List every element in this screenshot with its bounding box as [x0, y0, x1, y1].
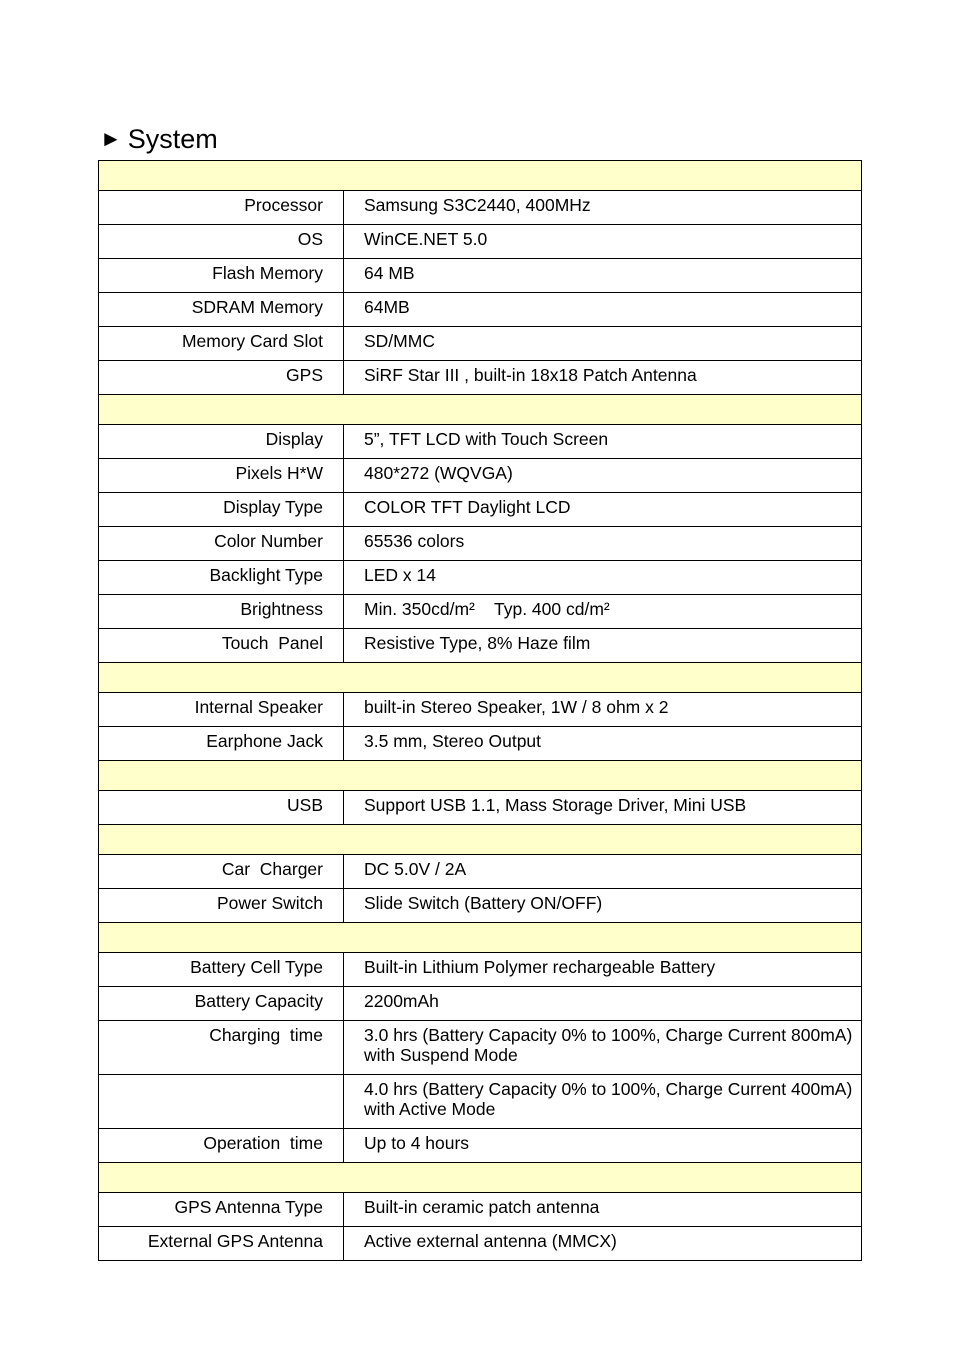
spec-label — [99, 1075, 344, 1129]
table-row — [99, 561, 862, 595]
spec-table — [98, 160, 862, 1261]
spec-value: 64 MB — [344, 259, 862, 293]
spec-label: Color Number — [99, 527, 344, 561]
spec-label: Battery Cell Type — [99, 953, 344, 987]
spec-value: Built-in ceramic patch antenna — [344, 1193, 862, 1227]
spec-label: Car Charger — [99, 855, 344, 889]
spec-label: Internal Speaker — [99, 693, 344, 727]
spec-value: 5”, TFT LCD with Touch Screen — [344, 425, 862, 459]
spec-label: Power Switch — [99, 889, 344, 923]
table-row — [99, 1227, 862, 1261]
spec-label: Pixels H*W — [99, 459, 344, 493]
spec-label: Memory Card Slot — [99, 327, 344, 361]
spec-value: Built-in Lithium Polymer rechargeable Battery — [344, 953, 862, 987]
spec-label: GPS Antenna Type — [99, 1193, 344, 1227]
spec-label: Processor — [99, 191, 344, 225]
table-row — [99, 693, 862, 727]
triangle-right-icon: ► — [100, 126, 122, 151]
table-row — [99, 1021, 862, 1075]
table-row — [99, 425, 862, 459]
spec-value: 4.0 hrs (Battery Capacity 0% to 100%, Charge Current 400mA) with Active Mode — [344, 1075, 862, 1129]
page-title-text: System — [127, 124, 218, 154]
section-header-cell — [99, 761, 862, 791]
table-row — [99, 191, 862, 225]
spec-label: Touch Panel — [99, 629, 344, 663]
table-row — [99, 791, 862, 825]
page-title — [100, 122, 218, 156]
spec-value: Up to 4 hours — [344, 1129, 862, 1163]
section-header-cell — [99, 825, 862, 855]
spec-value: 480*272 (WQVGA) — [344, 459, 862, 493]
section-header-cell — [99, 395, 862, 425]
section-header-cell — [99, 923, 862, 953]
spec-value: SD/MMC — [344, 327, 862, 361]
spec-label: SDRAM Memory — [99, 293, 344, 327]
table-row — [99, 293, 862, 327]
spec-value: 64MB — [344, 293, 862, 327]
table-row — [99, 953, 862, 987]
table-row — [99, 1193, 862, 1227]
spec-label: GPS — [99, 361, 344, 395]
table-row — [99, 225, 862, 259]
spec-value: Resistive Type, 8% Haze film — [344, 629, 862, 663]
table-row — [99, 327, 862, 361]
spec-value: built-in Stereo Speaker, 1W / 8 ohm x 2 — [344, 693, 862, 727]
spec-label: Display — [99, 425, 344, 459]
table-row — [99, 855, 862, 889]
spec-value: WinCE.NET 5.0 — [344, 225, 862, 259]
table-row — [99, 629, 862, 663]
table-row — [99, 889, 862, 923]
spec-label: Charging time — [99, 1021, 344, 1075]
table-row — [99, 527, 862, 561]
section-header-cell — [99, 161, 862, 191]
spec-value: 65536 colors — [344, 527, 862, 561]
spec-value: LED x 14 — [344, 561, 862, 595]
spec-value: Active external antenna (MMCX) — [344, 1227, 862, 1261]
table-row — [99, 361, 862, 395]
spec-label: USB — [99, 791, 344, 825]
spec-label: External GPS Antenna — [99, 1227, 344, 1261]
section-header-row — [99, 663, 862, 693]
section-header-row — [99, 395, 862, 425]
section-header-row — [99, 825, 862, 855]
table-row — [99, 595, 862, 629]
table-row — [99, 259, 862, 293]
spec-value: SiRF Star III , built-in 18x18 Patch Antenna — [344, 361, 862, 395]
section-header-row — [99, 923, 862, 953]
spec-label: Battery Capacity — [99, 987, 344, 1021]
spec-value: 3.0 hrs (Battery Capacity 0% to 100%, Charge Current 800mA) with Suspend Mode — [344, 1021, 862, 1075]
spec-label: OS — [99, 225, 344, 259]
spec-value: 2200mAh — [344, 987, 862, 1021]
table-row — [99, 987, 862, 1021]
table-row — [99, 1129, 862, 1163]
spec-label: Operation time — [99, 1129, 344, 1163]
table-row — [99, 459, 862, 493]
spec-label: Brightness — [99, 595, 344, 629]
spec-value: DC 5.0V / 2A — [344, 855, 862, 889]
section-header-row — [99, 161, 862, 191]
spec-value: Min. 350cd/m² Typ. 400 cd/m² — [344, 595, 862, 629]
table-row — [99, 493, 862, 527]
section-header-cell — [99, 663, 862, 693]
section-header-cell — [99, 1163, 862, 1193]
section-header-row — [99, 1163, 862, 1193]
spec-label: Display Type — [99, 493, 344, 527]
table-row — [99, 727, 862, 761]
spec-value: 3.5 mm, Stereo Output — [344, 727, 862, 761]
spec-label: Backlight Type — [99, 561, 344, 595]
spec-value: Support USB 1.1, Mass Storage Driver, Mini USB — [344, 791, 862, 825]
spec-label: Earphone Jack — [99, 727, 344, 761]
spec-value: COLOR TFT Daylight LCD — [344, 493, 862, 527]
table-row — [99, 1075, 862, 1129]
section-header-row — [99, 761, 862, 791]
spec-value: Slide Switch (Battery ON/OFF) — [344, 889, 862, 923]
spec-value: Samsung S3C2440, 400MHz — [344, 191, 862, 225]
spec-label: Flash Memory — [99, 259, 344, 293]
